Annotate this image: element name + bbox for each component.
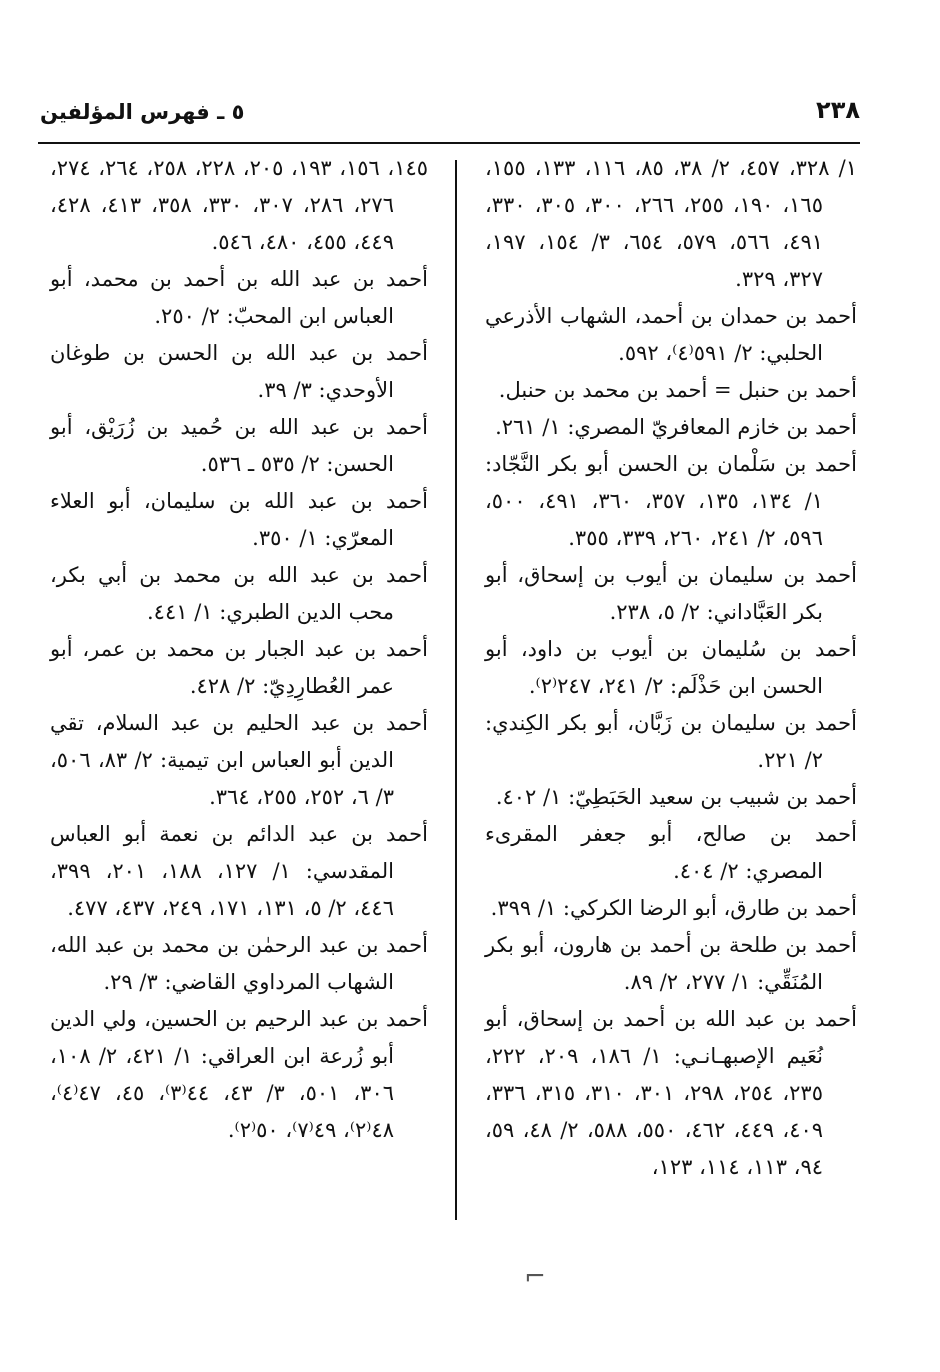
header-rule bbox=[38, 142, 860, 144]
index-entry: أحمد بن سليمان بن أيوب بن إسحاق، أبو بكر العَبَّاداني: ٢/ ٥، ٢٣٨. bbox=[485, 563, 857, 624]
index-entry: أحمد بن سَلْمان بن الحسن أبو بكر النَّجّاد: ١/ ١٣٤، ١٣٥، ٣٥٧، ٣٦٠، ٤٩١، ٥٠٠، ٥٩٦، ٢/ ٢٤١، ٢٦٠، ٣٣٩، ٣٥٥. bbox=[485, 452, 857, 550]
right-column bbox=[485, 150, 857, 1186]
index-entry: أحمد بن سُليمان بن أيوب بن داود، أبو الحسن ابن حَذْلَم: ٢/ ٢٤١، ٢٤٧⁽٢⁾. bbox=[485, 637, 857, 698]
index-entry: أحمد بن عبد الرحيم بن الحسين، ولي الدين أبو زُرعة ابن العراقي: ١/ ٤٢١، ٢/ ١٠٨، ٣٠٦، ٥٠١، ٣/ ٤٣، ٤٤⁽٣⁾، ٤٥، ٤٧⁽٤⁾، ٤٨⁽٢⁾، ٤٩⁽٧⁾، ٥٠⁽٢⁾. bbox=[50, 1007, 428, 1142]
index-entry: أحمد بن حنبل = أحمد بن محمد بن حنبل. bbox=[498, 378, 857, 402]
index-entry: أحمد بن صالح، أبو جعفر المقرىء المصري: ٢/ ٤٠٤. bbox=[485, 822, 857, 883]
index-entry: أحمد بن طلحة بن أحمد بن هارون، أبو بكر المُنَقِّي: ١/ ٢٧٧، ٢/ ٨٩. bbox=[485, 933, 857, 994]
page-header bbox=[40, 96, 860, 136]
index-entry: أحمد بن سليمان بن زَبَّان، أبو بكر الكِندي: ٢/ ٢٢١. bbox=[485, 711, 857, 772]
index-entry: أحمد بن عبد الدائم بن نعمة أبو العباس المقدسي: ١/ ١٢٧، ١٨٨، ٢٠١، ٣٩٩، ٤٤٦، ٢/ ٥، ١٣١، ١٧١، ٢٤٩، ٤٣٧، ٤٧٧. bbox=[50, 822, 428, 920]
index-entry: أحمد بن حمدان بن أحمد، الشهاب الأذرعي الحلبي: ٢/ ٥٩١⁽٤⁾، ٥٩٢. bbox=[485, 304, 857, 365]
left-column bbox=[50, 150, 428, 1149]
page-number: ٢٣٨ bbox=[816, 96, 860, 124]
index-entry: أحمد بن عبد الحليم بن عبد السلام، تقي الدين أبو العباس ابن تيمية: ٢/ ٨٣، ٥٠٦، ٣/ ٦، ٢٥٢، ٢٥٥، ٣٦٤. bbox=[50, 711, 428, 809]
index-entry: ١/ ٣٢٨، ٤٥٧، ٢/ ٣٨، ٨٥، ١١٦، ١٣٣، ١٥٥، ١٦٥، ١٩٠، ٢٥٥، ٢٦٦، ٣٠٠، ٣٠٥، ٣٣٠، ٤٩١، ٥٦٦، ٥٧٩، ٦٥٤، ٣/ ١٥٤، ١٩٧، ٣٢٧، ٣٢٩. bbox=[485, 156, 858, 291]
scan-mark: ⌐ bbox=[524, 1262, 546, 1292]
column-divider bbox=[455, 160, 457, 1220]
index-entry: أحمد بن عبد الله بن سليمان، أبو العلاء المعرّي: ١/ ٣٥٠. bbox=[50, 489, 428, 550]
index-entry: أحمد بن طارق، أبو الرضا الكركي: ١/ ٣٩٩. bbox=[490, 896, 857, 920]
index-entry: أحمد بن عبد الجبار بن محمد بن عمر، أبو عمر العُطارِدِيّ: ٢/ ٤٢٨. bbox=[50, 637, 428, 698]
index-entry: أحمد بن شبيب بن سعيد الحَبَطِيّ: ١/ ٤٠٢. bbox=[495, 785, 857, 809]
index-entry: أحمد بن عبد الله بن حُميد بن زُرَيْق، أبو الحسن: ٢/ ٥٣٥ ـ ٥٣٦. bbox=[50, 415, 428, 476]
index-entry: أحمد بن عبد الله بن محمد بن أبي بكر، محب الدين الطبري: ١/ ٤٤١. bbox=[50, 563, 428, 624]
index-entry: ١٤٥، ١٥٦، ١٩٣، ٢٠٥، ٢٢٨، ٢٥٨، ٢٦٤، ٢٧٤، ٢٧٦، ٢٨٦، ٣٠٧، ٣٣٠، ٣٥٨، ٤١٣، ٤٢٨، ٤٤٩، ٤٥٥، ٤٨٠، ٥٤٦. bbox=[50, 156, 429, 254]
index-entry: أحمد بن عبد الله بن الحسن بن طوغان الأوحدي: ٣/ ٣٩. bbox=[50, 341, 428, 402]
index-entry: أحمد بن عبد الله بن أحمد بن إسحاق، أبو نُعَيم الإصبهـانـي: ١/ ١٨٦، ٢٠٩، ٢٢٢، ٢٣٥، ٢٥٤، ٢٩٨، ٣٠١، ٣١٠، ٣١٥، ٣٣٦، ٤٠٩، ٤٤٩، ٤٦٢، ٥٥٠، ٥٨٨، ٢/ ٤٨، ٥٩، ٩٤، ١١٣، ١١٤، ١٢٣، bbox=[485, 1007, 857, 1179]
index-entry: أحمد بن عبد الرحمٰن بن محمد بن عبد الله، الشهاب المرداوي القاضي: ٣/ ٢٩. bbox=[50, 933, 428, 994]
index-entry: أحمد بن عبد الله بن أحمد بن محمد، أبو العباس ابن المحبّ: ٢/ ٢٥٠. bbox=[50, 267, 428, 328]
section-title: ٥ ـ فهرس المؤلفين bbox=[40, 100, 245, 124]
index-entry: أحمد بن خازم المعافريّ المصري: ١/ ٢٦١. bbox=[495, 415, 857, 439]
